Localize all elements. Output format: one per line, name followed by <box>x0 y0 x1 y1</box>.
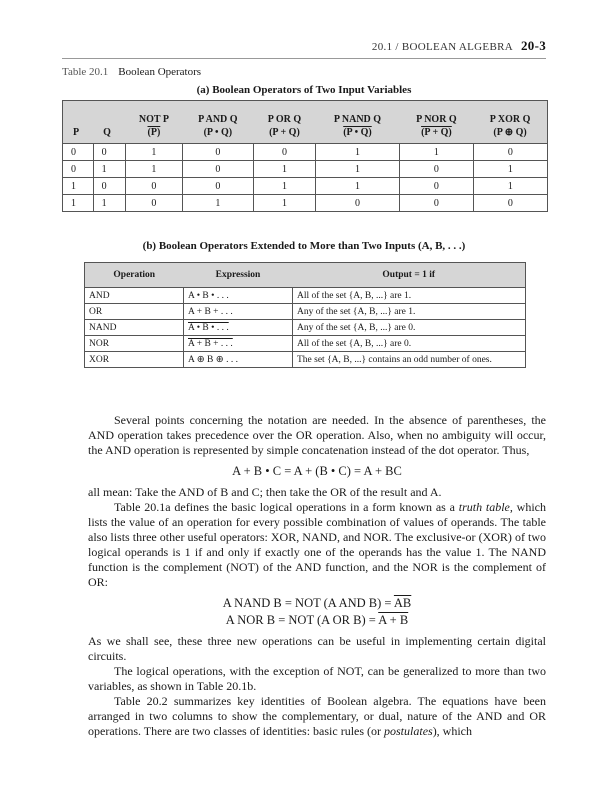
table-title: Boolean Operators <box>118 66 202 78</box>
table-cell: All of the set {A, B, ...} are 0. <box>293 336 526 352</box>
table-cell: 1 <box>254 178 316 195</box>
page-number: 20-3 <box>520 38 546 53</box>
table-cell: 1 <box>315 144 399 161</box>
extended-table-row <box>85 320 526 336</box>
table-cell: A + B + . . . <box>184 304 293 320</box>
table-cell: 0 <box>182 178 254 195</box>
table-cell: 0 <box>126 178 182 195</box>
emphasis: postulates <box>384 724 433 738</box>
table-cell: XOR <box>85 352 184 368</box>
paragraph: all mean: Take the AND of B and C; then take the OR of the result and A. <box>88 485 442 499</box>
table-cell: Any of the set {A, B, ...} are 1. <box>293 304 526 320</box>
table-cell: 1 <box>182 195 254 212</box>
table-number: Table 20.1 <box>62 66 109 78</box>
extended-table-row <box>85 336 526 352</box>
table-cell: 1 <box>254 195 316 212</box>
col-header: P AND Q (P • Q) <box>182 101 254 144</box>
col-header: P XOR Q (P ⊕ Q) <box>473 101 547 144</box>
extended-table-row <box>85 288 526 304</box>
table-cell: Any of the set {A, B, ...} are 0. <box>293 320 526 336</box>
table-cell: A ⊕ B ⊕ . . . <box>184 352 293 368</box>
table-cell: 0 <box>315 195 399 212</box>
col-header: P NOR Q (P + Q) <box>400 101 473 144</box>
section-title: 20.1 / BOOLEAN ALGEBRA <box>371 41 513 53</box>
truth-table-header-row <box>63 101 548 144</box>
table-cell: 0 <box>63 161 94 178</box>
table-cell: 1 <box>473 161 547 178</box>
paragraph: As we shall see, these three new operations can be useful in implementing certain digital circuits. <box>88 634 546 663</box>
table-caption <box>62 66 201 78</box>
table-cell: 0 <box>400 178 473 195</box>
table-a-title: (a) Boolean Operators of Two Input Variables <box>196 84 412 96</box>
extended-operators-table <box>84 262 526 368</box>
paragraph: Table 20.1a defines the basic logical operations in a form known as a truth table, which lists the value of an operation for every possible combination of values of operands. The table also lists three other useful operators: XOR, NAND, and NOR. The exclusive-or (XOR) of two logical operands is 1 if and only if exactly one of the operands has the value 1. The NAND function is the complement (NOT) of the AND function, and the NOR is the complement of OR: <box>88 500 546 589</box>
table-cell: OR <box>85 304 184 320</box>
table-cell: 1 <box>315 178 399 195</box>
truth-table-row <box>63 144 548 161</box>
table-cell: 0 <box>93 144 126 161</box>
table-cell: 1 <box>126 144 182 161</box>
table-cell: 1 <box>93 161 126 178</box>
table-cell: 0 <box>182 144 254 161</box>
paragraph: The logical operations, with the exception of NOT, can be generalized to more than two variables, as shown in Table 20.1b. <box>88 664 546 693</box>
col-header: Operation <box>85 263 184 288</box>
table-cell: NOR <box>85 336 184 352</box>
table-cell: The set {A, B, ...} contains an odd number of ones. <box>293 352 526 368</box>
header-rule <box>62 58 546 59</box>
table-cell: 1 <box>473 178 547 195</box>
paragraph: Several points concerning the notation are needed. In the absence of parentheses, the AND operation takes precedence over the OR operation. Also, when no ambiguity will occur, the AND operation is represented by simple concatenation instead of the dot operator. Thus, <box>88 413 546 457</box>
table-cell: 0 <box>473 195 547 212</box>
col-header: Q <box>93 101 126 144</box>
table-cell: 0 <box>93 178 126 195</box>
paragraph: Table 20.2 summarizes key identities of Boolean algebra. The equations have been arranged in two columns to show the complementary, or dual, nature of the AND and OR operations. There are two classes of identities: basic rules (or postulates), which <box>88 694 546 738</box>
col-header: P <box>63 101 94 144</box>
col-header: P NAND Q (P • Q) <box>315 101 399 144</box>
table-cell: 1 <box>254 161 316 178</box>
equation: A NAND B = NOT (A AND $B) = \overline{AB}$ <box>222 596 412 610</box>
equation: A + B • C = A + (B • C) = A + BC <box>232 464 402 478</box>
table-cell: 1 <box>400 144 473 161</box>
col-header: P OR Q (P + Q) <box>254 101 316 144</box>
table-cell: AND <box>85 288 184 304</box>
emphasis: truth table, <box>458 500 513 514</box>
extended-table-header-row <box>85 263 526 288</box>
equation: A NOR B = NOT (A OR B) = A + B <box>225 613 409 627</box>
truth-table <box>62 100 548 212</box>
table-cell: 0 <box>473 144 547 161</box>
table-cell: A • B • . . . <box>184 320 293 336</box>
table-cell: 0 <box>400 161 473 178</box>
table-cell: 1 <box>126 161 182 178</box>
table-cell: 0 <box>254 144 316 161</box>
table-cell: A + B + . . . <box>184 336 293 352</box>
truth-table-row <box>63 178 548 195</box>
table-cell: 0 <box>400 195 473 212</box>
table-cell: 0 <box>182 161 254 178</box>
table-cell: 1 <box>93 195 126 212</box>
truth-table-row <box>63 195 548 212</box>
table-cell: 0 <box>63 144 94 161</box>
extended-table-row <box>85 352 526 368</box>
table-cell: All of the set {A, B, ...} are 1. <box>293 288 526 304</box>
body-text <box>88 413 546 739</box>
table-cell: 1 <box>63 178 94 195</box>
col-header: NOT P (P) <box>126 101 182 144</box>
table-cell: 1 <box>63 195 94 212</box>
table-cell: 0 <box>126 195 182 212</box>
truth-table-row <box>63 161 548 178</box>
table-cell: A • B • . . . <box>184 288 293 304</box>
table-cell: NAND <box>85 320 184 336</box>
extended-table-row <box>85 304 526 320</box>
col-header: Output = 1 if <box>293 263 526 288</box>
table-cell: 1 <box>315 161 399 178</box>
table-b-title: (b) Boolean Operators Extended to More than Two Inputs (A, B, . . .) <box>142 240 466 252</box>
col-header: Expression <box>184 263 293 288</box>
running-header <box>372 38 546 54</box>
